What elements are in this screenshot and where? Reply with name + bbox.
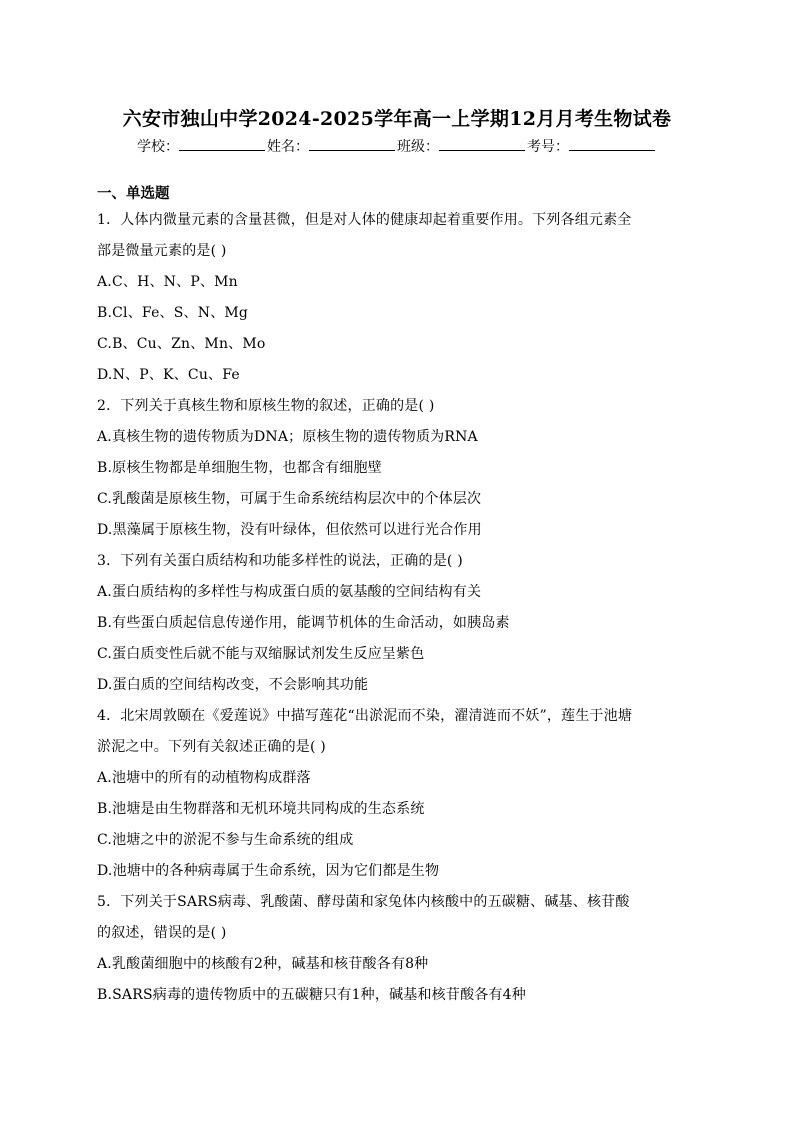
question-3: [97, 546, 701, 701]
name-field: [267, 136, 397, 156]
option-b: B.SARS病毒的遗传物质中的五碳糖只有1种，碱基和核苷酸各有4种: [97, 987, 526, 1003]
exam-content: [97, 183, 701, 1011]
section-title: 一、单选题: [97, 185, 170, 202]
name-blank: [309, 136, 395, 151]
option-b: B.原核生物都是单细胞生物，也都含有细胞壁: [97, 460, 382, 476]
option-a: A.乳酸菌细胞中的核酸有2种，碱基和核苷酸各有8种: [97, 956, 429, 972]
option-a: A.真核生物的遗传物质为DNA；原核生物的遗传物质为RNA: [97, 429, 478, 445]
question-stem-line: 4．北宋周敦颐在《爱莲说》中描写莲花“出淤泥而不染，濯清涟而不妖”，莲生于池塘: [97, 708, 633, 724]
question-stem-line: 5．下列关于SARS病毒、乳酸菌、酵母菌和家兔体内核酸中的五碳糖、碱基、核苷酸: [97, 894, 630, 910]
option-c: C.B、Cu、Zn、Mn、Mo: [97, 336, 266, 352]
exam-number-field: [527, 136, 657, 156]
question-5: [97, 887, 701, 1011]
question-4: [97, 701, 701, 887]
option-c: C.乳酸菌是原核生物，可属于生命系统结构层次中的个体层次: [97, 491, 482, 507]
class-label: 班级：: [397, 139, 439, 155]
name-label: 姓名：: [267, 139, 309, 155]
question-2: [97, 391, 701, 546]
school-field: [137, 136, 267, 156]
student-info-line: [0, 136, 794, 156]
option-d: D.N、P、K、Cu、Fe: [97, 367, 240, 383]
option-c: C.蛋白质变性后就不能与双缩脲试剂发生反应呈紫色: [97, 646, 425, 662]
exam-number-label: 考号：: [527, 139, 569, 155]
option-a: A.池塘中的所有的动植物构成群落: [97, 770, 311, 786]
class-field: [397, 136, 527, 156]
class-blank: [439, 136, 525, 151]
option-d: D.蛋白质的空间结构改变，不会影响其功能: [97, 677, 369, 693]
option-c: C.池塘之中的淤泥不参与生命系统的组成: [97, 832, 354, 848]
question-stem-line: 3．下列有关蛋白质结构和功能多样性的说法，正确的是( ): [97, 553, 463, 569]
question-1: [97, 205, 701, 391]
question-stem-line: 淤泥之中。下列有关叙述正确的是( ): [97, 739, 326, 755]
question-stem-line: 的叙述，错误的是( ): [97, 925, 227, 941]
option-a: A.C、H、N、P、Mn: [97, 274, 238, 290]
question-stem-line: 1．人体内微量元素的含量甚微，但是对人体的健康却起着重要作用。下列各组元素全: [97, 212, 632, 228]
exam-title: 六安市独山中学2024-2025学年高一上学期12月月考生物试卷: [122, 108, 672, 130]
option-b: B.Cl、Fe、S、N、Mg: [97, 305, 249, 321]
question-stem-line: 部是微量元素的是( ): [97, 243, 227, 259]
school-blank: [179, 136, 265, 151]
option-b: B.有些蛋白质起信息传递作用，能调节机体的生命活动，如胰岛素: [97, 615, 510, 631]
option-b: B.池塘是由生物群落和无机环境共同构成的生态系统: [97, 801, 425, 817]
school-label: 学校：: [137, 139, 179, 155]
option-a: A.蛋白质结构的多样性与构成蛋白质的氨基酸的空间结构有关: [97, 584, 482, 600]
option-d: D.黑藻属于原核生物，没有叶绿体，但依然可以进行光合作用: [97, 522, 482, 538]
option-d: D.池塘中的各种病毒属于生命系统，因为它们都是生物: [97, 863, 440, 879]
question-stem-line: 2．下列关于真核生物和原核生物的叙述，正确的是( ): [97, 398, 435, 414]
exam-number-blank: [569, 136, 655, 151]
